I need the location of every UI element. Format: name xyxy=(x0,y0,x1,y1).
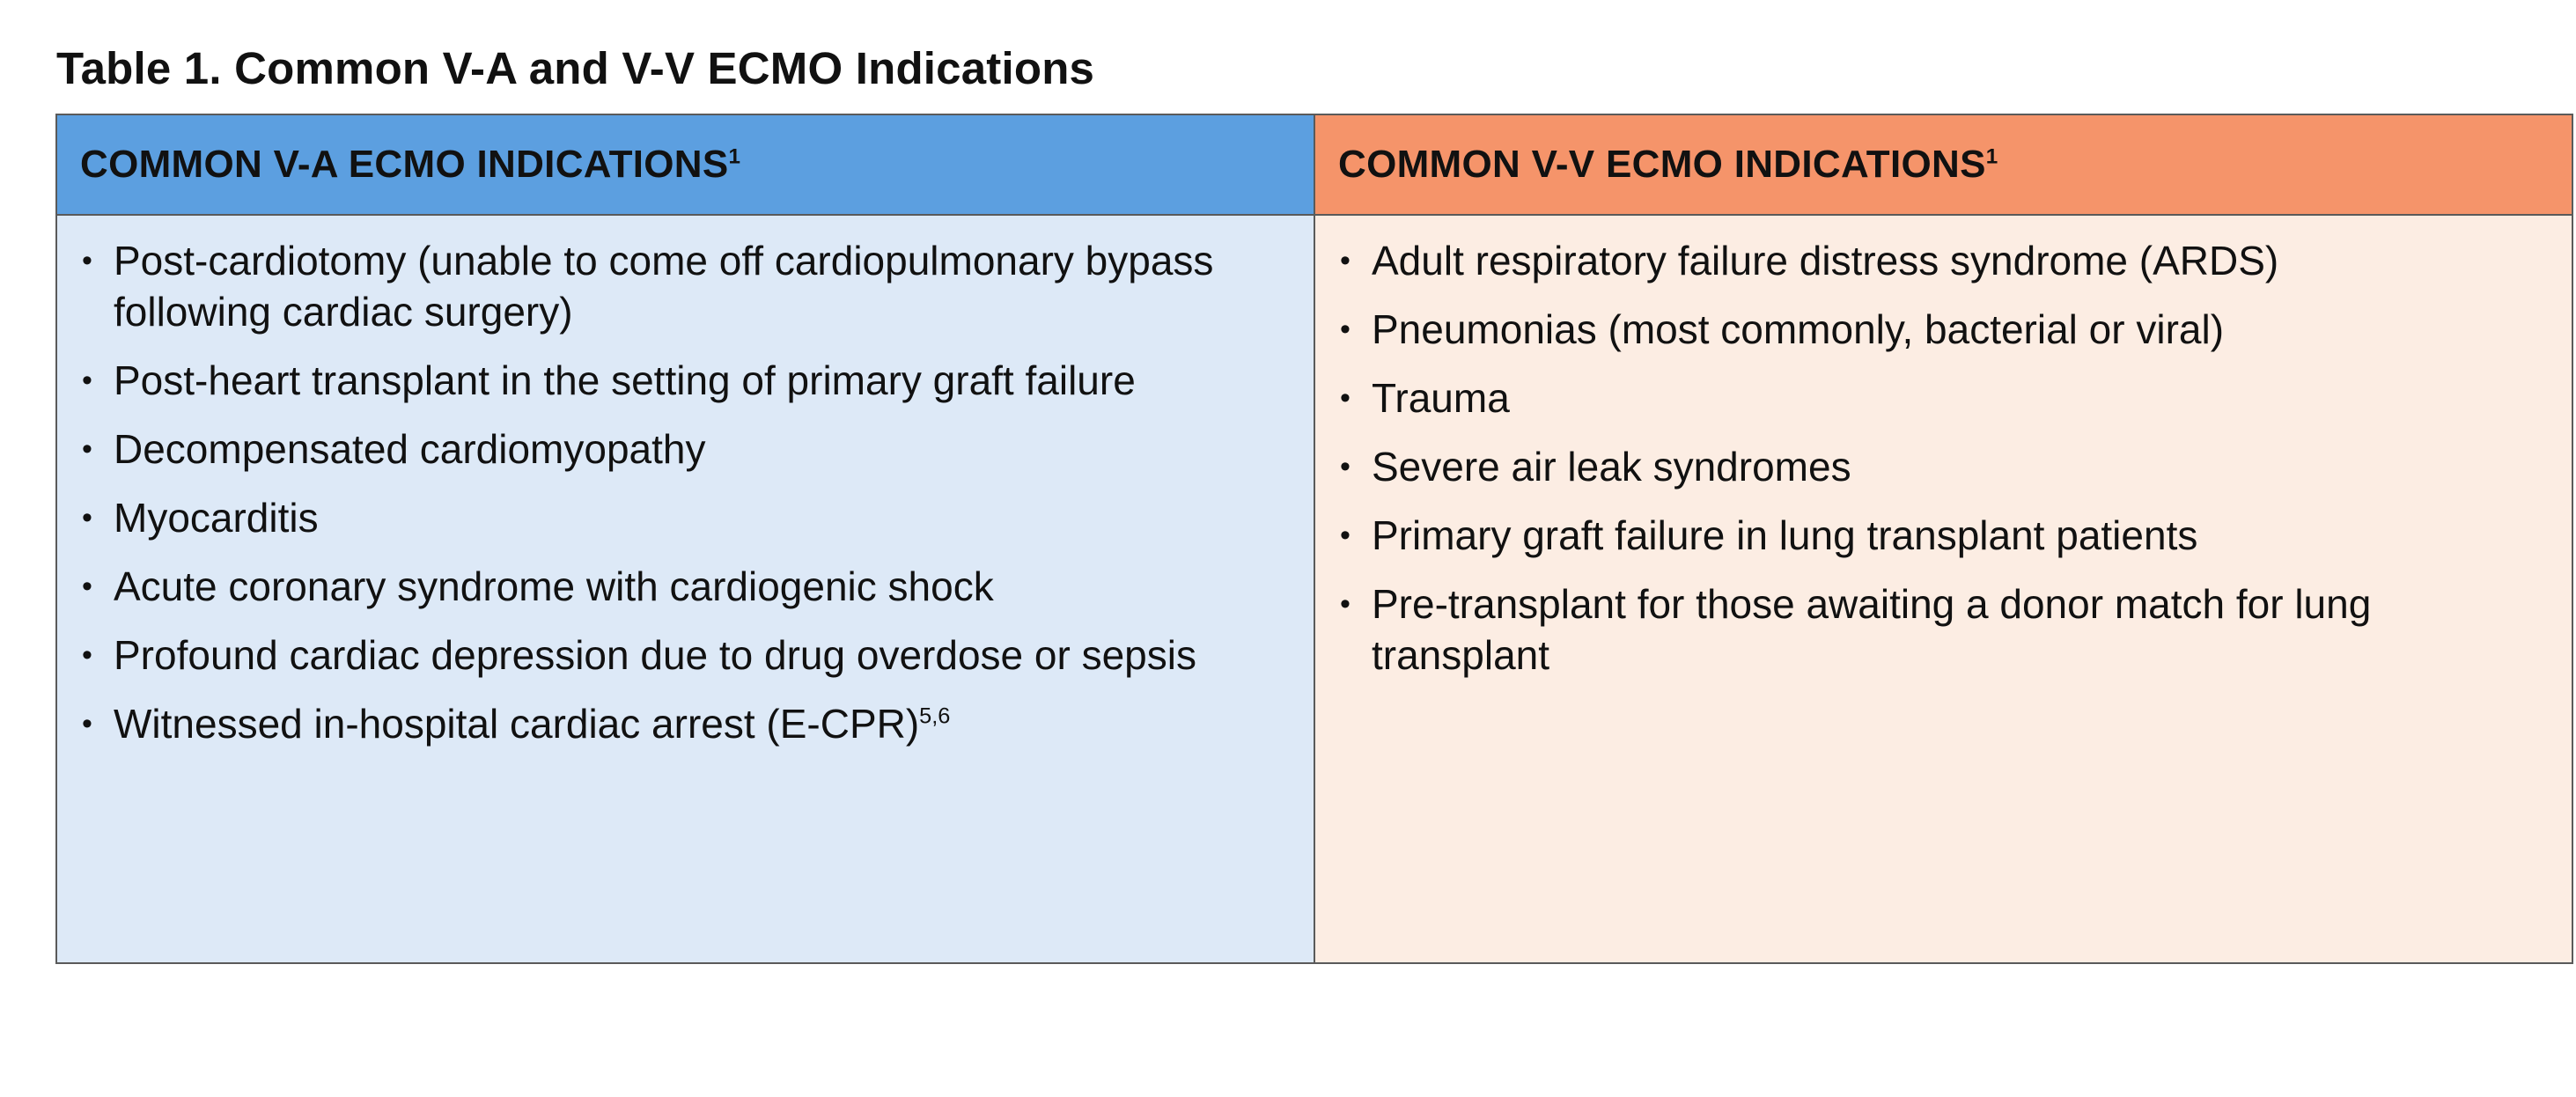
list-item-text: Acute coronary syndrome with cardiogenic shock xyxy=(114,563,994,609)
vv-ecmo-header-footnote: 1 xyxy=(1985,144,1998,169)
list-item xyxy=(1338,372,2536,423)
list-item-text: Decompensated cardiomyopathy xyxy=(114,426,706,472)
list-item-footnote: 5,6 xyxy=(919,703,951,729)
table-title: Table 1. Common V-A and V-V ECMO Indications xyxy=(56,43,1095,93)
list-item-text: Witnessed in-hospital cardiac arrest (E-CPR) xyxy=(114,701,920,747)
list-item-text: Post-heart transplant in the setting of primary graft failure xyxy=(114,357,1136,403)
vv-ecmo-cell xyxy=(1314,215,2572,963)
list-item-text: Severe air leak syndromes xyxy=(1372,444,1851,490)
indications-table xyxy=(55,114,2573,964)
list-item xyxy=(1338,235,2536,286)
list-item xyxy=(80,629,1278,681)
va-ecmo-header-footnote: 1 xyxy=(728,144,741,169)
list-item xyxy=(1338,441,2536,492)
list-item-text: Trauma xyxy=(1372,375,1510,421)
list-item xyxy=(80,235,1278,337)
list-item-text: Myocarditis xyxy=(114,495,319,541)
va-ecmo-header-text: COMMON V-A ECMO INDICATIONS xyxy=(80,143,729,186)
list-item xyxy=(80,698,1278,749)
list-item-text: Pre-transplant for those awaiting a donor match for lung transplant xyxy=(1372,581,2372,678)
list-item xyxy=(80,355,1278,406)
list-item-text: Post-cardiotomy (unable to come off cardiopulmonary bypass following cardiac surgery) xyxy=(114,238,1214,335)
vv-ecmo-header-text: COMMON V-V ECMO INDICATIONS xyxy=(1338,143,1986,186)
list-item xyxy=(80,492,1278,543)
list-item-text: Pneumonias (most commonly, bacterial or viral) xyxy=(1372,306,2225,352)
table-header-row xyxy=(56,114,2572,215)
va-ecmo-list xyxy=(80,235,1278,749)
table-body-row xyxy=(56,215,2572,963)
va-ecmo-header xyxy=(56,114,1314,215)
vv-ecmo-header xyxy=(1314,114,2572,215)
list-item-text: Profound cardiac depression due to drug overdose or sepsis xyxy=(114,632,1196,678)
list-item xyxy=(1338,578,2536,681)
vv-ecmo-list xyxy=(1338,235,2536,681)
list-item-text: Adult respiratory failure distress syndrome (ARDS) xyxy=(1372,238,2279,283)
list-item xyxy=(80,561,1278,612)
va-ecmo-cell xyxy=(56,215,1314,963)
list-item xyxy=(1338,510,2536,561)
list-item xyxy=(1338,304,2536,355)
list-item-text: Primary graft failure in lung transplant patients xyxy=(1372,512,2198,558)
list-item xyxy=(80,423,1278,475)
